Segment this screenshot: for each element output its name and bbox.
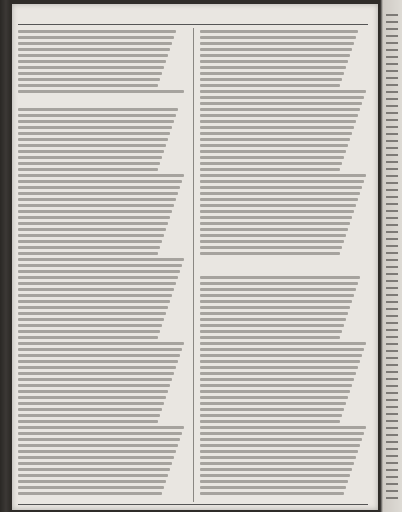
text-line [200,162,342,165]
text-line [200,234,346,237]
text-line [18,30,176,33]
adjacent-page-text-line [386,406,398,408]
text-line [200,414,342,417]
text-line [18,36,174,39]
adjacent-page-text-line [386,196,398,198]
text-line [18,186,180,189]
text-line [200,174,366,177]
text-line [18,288,174,291]
adjacent-page-text-line [386,350,398,352]
text-line [200,276,360,279]
text-line [18,210,172,213]
text-line [18,270,180,273]
text-line [200,150,346,153]
text-line [18,474,168,477]
adjacent-page-text-line [386,441,398,443]
adjacent-page-text-line [386,420,398,422]
adjacent-page-text-line [386,413,398,415]
text-line [200,144,348,147]
text-line [200,438,362,441]
text-line [18,378,172,381]
adjacent-page-text-line [386,14,398,16]
adjacent-page-text-line [386,392,398,394]
text-line [200,450,358,453]
text-line [18,78,160,81]
text-line [18,354,180,357]
text-line [18,366,176,369]
text-line [18,324,162,327]
adjacent-page-text-line [386,301,398,303]
text-line [18,480,166,483]
text-line [18,276,178,279]
text-line [200,192,360,195]
adjacent-page-text-line [386,35,398,37]
text-line [18,294,172,297]
adjacent-page-text-line [386,168,398,170]
text-line [200,48,352,51]
text-line [18,132,170,135]
text-line [18,228,166,231]
text-line [18,390,168,393]
text-line [200,480,348,483]
text-line [18,240,162,243]
text-line [18,402,164,405]
text-line [200,156,344,159]
text-line [200,216,352,219]
adjacent-page-text-line [386,63,398,65]
text-line [18,72,162,75]
adjacent-page-text-line [386,28,398,30]
text-line [200,240,344,243]
text-line [18,162,160,165]
text-line [18,120,174,123]
text-line [200,60,348,63]
text-line [200,96,364,99]
text-line [18,396,166,399]
text-line [200,180,364,183]
adjacent-page-text-line [386,189,398,191]
text-line [18,462,172,465]
text-line [18,360,178,363]
text-line [200,342,366,345]
text-line [200,132,352,135]
adjacent-page-text-line [386,56,398,58]
text-line [18,492,162,495]
text-line [18,330,160,333]
text-line [200,324,344,327]
adjacent-page-text-line [386,21,398,23]
text-line [200,462,354,465]
adjacent-page-text-line [386,91,398,93]
adjacent-page-text-line [386,42,398,44]
text-line [200,54,350,57]
text-line [200,366,358,369]
text-line [18,60,166,63]
text-line [200,312,348,315]
text-line [200,30,358,33]
adjacent-page-text-line [386,147,398,149]
adjacent-page-text-line [386,462,398,464]
adjacent-page-text-line [386,343,398,345]
text-line [200,408,344,411]
adjacent-page-edge [380,0,402,512]
adjacent-page-text-line [386,308,398,310]
text-line [200,456,356,459]
footer-rule [18,504,368,505]
text-line [200,66,346,69]
text-line [200,126,354,129]
text-line [18,204,174,207]
text-line [18,42,172,45]
text-line [18,114,176,117]
text-line [200,378,354,381]
text-line [200,138,350,141]
text-line [200,426,366,429]
adjacent-page-text-line [386,357,398,359]
text-line [18,126,172,129]
text-line [18,348,182,351]
text-line [200,120,356,123]
adjacent-page-text-line [386,266,398,268]
text-columns [18,28,368,502]
adjacent-page-text-line [386,385,398,387]
text-line [200,306,350,309]
text-line [200,396,348,399]
adjacent-page-text-line [386,203,398,205]
text-line [200,474,350,477]
adjacent-page-text-line [386,434,398,436]
text-line [18,384,170,387]
left-column [18,28,186,502]
text-line [200,252,340,255]
text-line [200,402,346,405]
text-line [18,432,182,435]
text-line [200,246,342,249]
adjacent-page-text-line [386,287,398,289]
adjacent-page-text-line [386,315,398,317]
text-line [200,90,366,93]
adjacent-page-text-line [386,483,398,485]
text-line [200,360,360,363]
adjacent-page-text-line [386,238,398,240]
text-line [18,216,170,219]
text-line [200,288,356,291]
text-line [200,204,356,207]
adjacent-page-text-line [386,280,398,282]
text-line [18,84,158,87]
adjacent-page-text-line [386,77,398,79]
text-line [18,372,174,375]
text-line [18,174,184,177]
text-line [18,408,162,411]
text-line [200,336,340,339]
adjacent-page-text-line [386,336,398,338]
text-line [200,108,360,111]
text-line [200,384,352,387]
text-line [18,426,184,429]
adjacent-page-text-line [386,329,398,331]
text-line [200,486,346,489]
text-line [200,222,350,225]
text-line [18,168,158,171]
adjacent-page-text-line [386,322,398,324]
text-line [18,258,184,261]
text-line [18,144,166,147]
text-line [18,420,158,423]
text-line [18,486,164,489]
text-line [18,414,160,417]
adjacent-page-text-line [386,70,398,72]
adjacent-page-text-line [386,231,398,233]
text-line [200,390,350,393]
text-line [18,306,168,309]
adjacent-page-text-line [386,490,398,492]
text-line [18,438,180,441]
text-line [18,108,178,111]
text-line [200,168,340,171]
adjacent-page-text-line [386,49,398,51]
text-line [18,456,174,459]
text-line [200,468,352,471]
adjacent-page-text-line [386,112,398,114]
text-line [18,312,166,315]
adjacent-page-text-line [386,448,398,450]
text-line [18,192,178,195]
adjacent-page-text-line [386,294,398,296]
text-line [200,198,358,201]
text-line [18,444,178,447]
text-line [18,300,170,303]
adjacent-page-text-line [386,224,398,226]
text-line [200,354,362,357]
text-line [18,54,168,57]
text-line [200,228,348,231]
text-line [18,450,176,453]
text-line [18,252,158,255]
text-line [18,66,164,69]
adjacent-page-text-line [386,497,398,499]
adjacent-page-text-line [386,140,398,142]
text-line [200,42,354,45]
text-line [200,420,340,423]
text-line [18,282,176,285]
text-line [18,318,164,321]
adjacent-page-text-line [386,476,398,478]
adjacent-page-text-line [386,133,398,135]
adjacent-page-text-line [386,84,398,86]
adjacent-page-text-line [386,427,398,429]
adjacent-page-text-line [386,252,398,254]
text-line [18,48,170,51]
text-line [200,294,354,297]
text-line [200,372,356,375]
adjacent-page-text-line [386,161,398,163]
column-divider [193,28,194,502]
adjacent-page-text-line [386,469,398,471]
text-line [200,282,358,285]
adjacent-page-text-line [386,371,398,373]
text-line [18,198,176,201]
adjacent-page-text-line [386,210,398,212]
adjacent-page-text-line [386,119,398,121]
text-line [18,336,158,339]
text-line [200,492,344,495]
text-line [200,432,364,435]
text-line [200,114,358,117]
adjacent-page-text-line [386,154,398,156]
text-line [18,264,182,267]
text-line [18,468,170,471]
adjacent-page-text-line [386,364,398,366]
adjacent-page-text-line [386,105,398,107]
text-line [200,300,352,303]
right-column [200,28,368,502]
page-header [18,10,368,25]
adjacent-page-text-line [386,273,398,275]
adjacent-page-text-line [386,259,398,261]
adjacent-page-text-line [386,217,398,219]
text-line [18,180,182,183]
adjacent-page-text-line [386,245,398,247]
text-line [18,150,164,153]
text-line [200,210,354,213]
adjacent-page-text-line [386,126,398,128]
text-line [18,90,184,93]
adjacent-page-text-line [386,98,398,100]
adjacent-page-text-line [386,378,398,380]
text-line [200,330,342,333]
text-line [18,342,184,345]
text-line [18,222,168,225]
adjacent-page-text-line [386,175,398,177]
adjacent-page-text-line [386,399,398,401]
text-line [18,246,160,249]
text-line [200,102,362,105]
text-line [18,156,162,159]
text-line [200,186,362,189]
text-line [200,318,346,321]
text-line [200,72,344,75]
text-line [200,444,360,447]
text-line [18,138,168,141]
text-line [200,84,340,87]
adjacent-page-text-line [386,455,398,457]
text-line [200,348,364,351]
adjacent-page-text-line [386,182,398,184]
text-line [200,78,342,81]
text-line [200,36,356,39]
text-line [18,234,164,237]
